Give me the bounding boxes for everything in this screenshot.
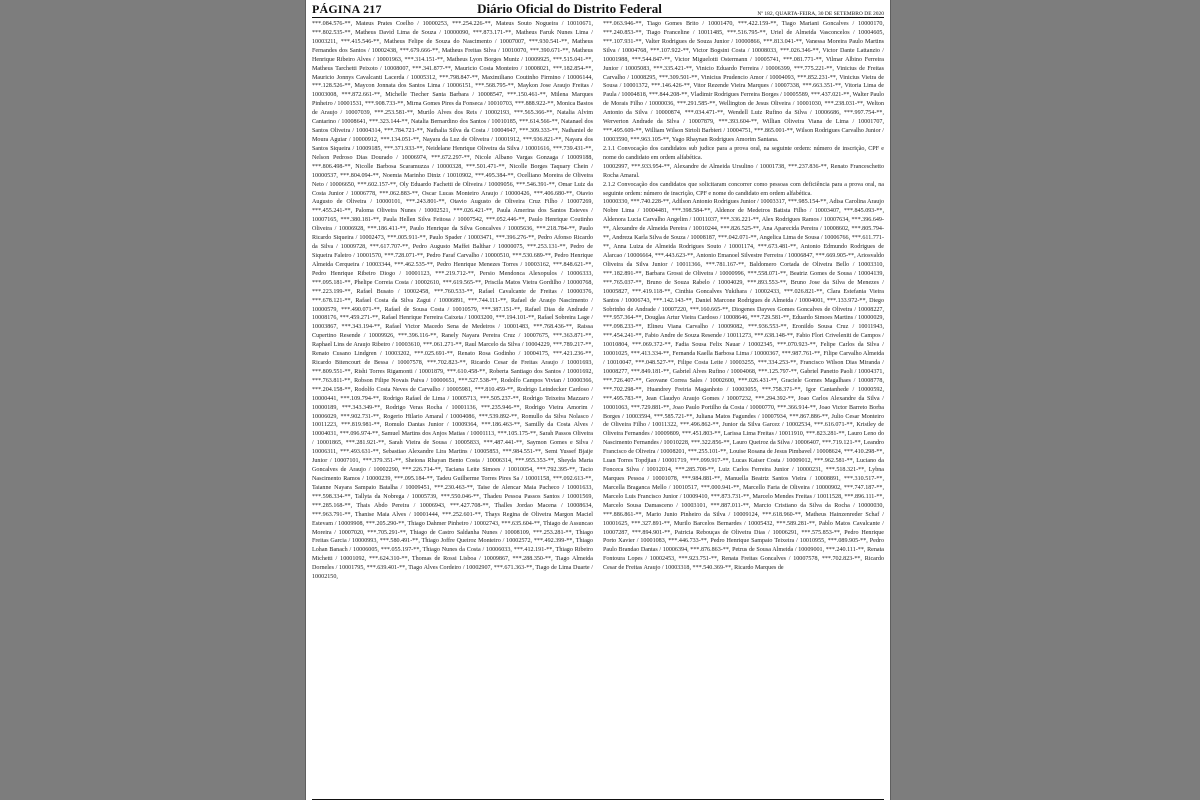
column-paragraph: ***.063.946-**, Tiago Gomes Brito / 10001470, ***.422.159-**, Tiago Mariani Goncalves / 10000170, ***.240.853-**, Tiago Franceline / 10011485, ***.516.795-**, Uriel de Almeida Vasconcelos / 10004605, ***.107.931-**, Valter Rodrigues de Souza Junior / 10000866, ***.813.041-**, Vanessa Moreira Paulo Martins Silva / 10004768, ***.107.922-**, Victor Bogsini Costa / 10008033, ***.026.346-**, Victor Dante Lattanzio / 10001988, ***.544.847-**, Victor Miguelotti Ostermann / 10005741, ***.081.771-**, Vilmar Albino Ferreira Junior / 10005083, ***.335.421-**, Vinicio Eduardo Ferreira / 10006399, ***.775.221-**, Vinicius de Freitas Carvalho / 10008295, ***.309.501-**, Vinicius Prudencio Amor / 10004093, ***.852.231-**, Vinicius Vieira de Sousa / 10001372, ***.146.426-**, Vitor Rezende Vieira Marques / 10007338, ***.663.351-**, Vitoria Lima de Paula / 10004818, ***.844.208-**, Vladimir Rodrigues Ferreira Borges / 10005589, ***.437.021-**, Walter Paulo de Morais Filho / 10000036, ***.291.585-**, Wellington de Jesus Oliveira / 10001030, ***.238.031-**, Welton Antonio da Silva / 10000874, ***.034.471-**, Wendell Luiz Rufino da Silva / 10006686, ***.997.754-**, Werverton Andrade da Silva / 10007879, ***.393.604-**, Willian Oliveira Viana de Lima / 10001707, ***.495.609-**, William Wilson Sirtoli Barbieri / 10004751, ***.865.001-**, Wilson Rodrigues Carvalho Junior / 10003590, ***.963.105-**, Yago Rhaynan Rodrigues Amorim Santana. — [603, 21, 884, 143]
section-heading: 2.1.1 Convocação dos candidatos sub judice para a prova oral, na seguinte ordem: número de inscrição, CPF e nome do candidato em ordem alfabética. — [603, 145, 884, 161]
column-paragraph: ***.084.576-**, Mateus Prates Coelho / 10000253, ***.254.226-**, Mateus Souto Nogueira / 10010671, ***.802.535-**, Matheus David Lima de Souza / 10000090, ***.873.171-**, Matheus Faruk Nunes Lima / 10003211, ***.415.546-**, Matheus Felipe de Souza do Nascimento / 10007007, ***.930.541-**, Matheus Fernandes dos Santos / 10002438, ***.679.666-**, Matheus Freitas Silva / 10010070, ***.390.671-**, Matheus Henrique Ribeiro Alves / 10001963, ***.314.151-**, Matheus Lyon Borges Muniz / 10009925, ***.515.041-**, Matheus Tarchetti Peixoto / 10008007, ***.341.877-**, Mauricio Costa Monteiro / 10008021, ***.182.854-**, Mauricio Jonnys Cavalcanti Lacerda / 10005312, ***.798.847-**, Maximiliano Coutinho Firmino / 10006144, ***.128.526-**, Maycon Jonnata dos Santos Lima / 10006151, ***.568.795-**, Maykon Jose Araujo Freitas / 10003008, ***.872.661-**, Michelle Tiecher Santa Barbara / 10008547, ***.150.461-**, Milena Marques Pinheiro / 10001531, ***.908.733-**, Mirna Gomes Pires da Fonseca / 10010703, ***.888.922-**, Monica Bastos de Araujo / 10007039, ***.253.581-**, Murilo Alves dos Reis / 10002193, ***.565.366-**, Natalia Alvim Cantarino / 10008641, ***.323.144-**, Natalia Bernardino dos Santos / 10010185, ***.614.566-**, Natanael dos Santos Oliveira / 10004314, ***.784.721-**, Nathalia Silva da Costa / 10004947, ***.309.333-**, Nathaniel de Moura Aguiar / 10000912, ***.134.051-**, Nayara da Luz de Oliveira / 10001912, ***.936.821-**, Nayara dos Santos Siqueira / 10009185, ***.371.933-**, Neidelane Henrique Oliveira da Silva / 10001616, ***.739.431-**, Nelson Pedroso Dias Dourado / 10006974, ***.672.297-**, Nicole Albano Vargas Gonzaga / 10009188, ***.806.498-**, Nicolle Barbosa Scaramuzza / 10000328, ***.501.471-**, Nicolle Borges Taquary Chein / 10000537, ***.804.094-**, Noemia Marinho Diniz / 10010902, ***.495.384-**, Ocelliano Moreira de Oliveira Neto / 10006650, ***.602.157-**, Oly Eduardo Fachetti de Oliveira / 10009056, ***.546.391-**, Omar Luiz da Costa Junior / 10006778, ***.062.883-**, Oscar Lucas Monteiro Araujo / 10000426, ***.406.680-**, Otavio Augusto de Oliveira / 10000101, ***.243.801-**, Otavio Augusto de Oliveira Cruz Filho / 10007269, ***.455.241-**, Paloma Oliveira Nunes / 10002521, ***.026.421-**, Paula Amerina dos Santos Esteves / 10007165, ***.380.181-**, Paula Hellen Silva Feitosa / 10007542, ***.052.446-**, Paulo Henrique Coutinho Oliveira / 10006928, ***.186.411-**, Paulo Henrique da Silva Goncalves / 10005636, ***.218.784-**, Paulo Ricardo Siqueira / 10002473, ***.005.911-**, Paulo Spader / 10003471, ***.396.276-**, Pedro Afonso Ricardo da Silva / 10009728, ***.617.707-**, Pedro Augusto Maffei Balthar / 10000075, ***.253.131-**, Pedro de Siqueira Faleiro / 10001570, ***.728.071-**, Pedro Faraf Carvalho / 10000510, ***.530.689-**, Pedro Henrique Almeida Cerqueira / 10003344, ***.462.535-**, Pedro Henrique Menezes Torres / 10003162, ***.848.621-**, Pedro Henrique Ribeiro Diogo / 10001123, ***.219.712-**, Persio Mendonca Alexopulos / 10006333, ***.095.181-**, Phelipe Correia Costa / 10002610, ***.619.565-**, Priscila Matos Vieira Gordilho / 10000768, ***.223.199-**, Rafael Busato / 10002458, ***.760.533-**, Rafael Cavalcante de Freitas / 10000376, ***.678.121-**, Rafael Costa da Silva Zagui / 10006891, ***.744.111-**, Rafael de Araujo Nascimento / 10000579, ***.490.071-**, Rafael de Sousa Costa / 10010579, ***.387.151-**, Rafael Dias de Andrade / 10008176, ***.459.271-**, Rafael Henrique Ferreira Caixeta / 10003200, ***.194.101-**, Rafael Sobreira Lage / 10003867, ***.343.194-**, Rafael Victor Macedo Sena de Medeiros / 10001483, ***.768.436-**, Raissa Cupertino Resende / 10009926, ***.396.116-**, Ranely Nayara Pereira Cruz / 10007675, ***.363.871-**, Raphael Lins de Araujo Ribeiro / 10003610, ***.061.271-**, Raul Marcelo da Silva / 10004229, ***.789.217-**, Renato Cusano Lindgren / 10003202, ***.025.691-**, Renato Rosa Godinho / 10004175, ***.421.236-**, Ricardo Bitencourt de Bessa / 10007578, ***.702.823-**, Ricardo Cesar de Freitas Araujo / 10001693, ***.809.551-**, Rishi Torres Rigamonti / 10001879, ***.610.458-**, Roberta Santiago dos Santos / 10001692, ***.763.811-**, Robson Filipe Novais Paiva / 10000651, ***.527.538-**, Rodolfo Campos Vivian / 10000366, ***.204.158-**, Rodolfo Costa Neves de Carvalho / 10005981, ***.810.459-**, Rodrigo Leindecker Cardoso / 10000441, ***.109.794-**, Rodrigo Rafael de Lima / 10005713, ***.505.237-**, Rodrigo Teixeira Mazzaro / 10000189, ***.343.349-**, Rodrigo Veras Rocha / 10001136, ***.235.946-**, Rodrigo Vieira Amorim / 10006029, ***.902.731-**, Rogerio Hilario Amaral / 10004086, ***.539.892-**, Romullo da Silva Nolasco / 10011223, ***.819.981-**, Romulo Dantas Junior / 10009364, ***.186.463-**, Samilly da Costa Alves / 10004031, ***.096.974-**, Samuel Martins dos Anjos Matias / 10001113, ***.105.175-**, Sarah Passos Oliveira / 10001865, ***.281.921-**, Sarah Vieira de Sousa / 10005833, ***.487.441-**, Saymon Gomes e Silva / 10006311, ***.493.631-**, Sebastiao Alexandre Lira Martins / 10005853, ***.984.551-**, Semi Yussef Bjaije Junior / 10007101, ***.379.351-**, Sheiona Rhayan Bento Costa / 10006314, ***.955.353-**, Sheyda Maria Goncalves de Araujo / 10002290, ***.226.714-**, Taciana Leite Simoes / 10010054, ***.792.395-**, Tacio Nascimento Ramos / 10000239, ***.095.184-**, Tadeu Guilherme Torres Pires Sa / 10001158, ***.092.613-**, Taianne Nayara Sampaio Batalha / 10009451, ***.230.463-**, Taise de Alencar Maia Pacheco / 10001633, ***.598.334-**, Tallyta da Nobrega / 10005739, ***.550.046-**, Thadeu Pessoa Passos Santos / 10001569, ***.285.168-**, Thais Abdo Pereira / 10006943, ***.427.708-**, Thalles Jordao Macena / 10008634, ***.963.791-**, Thanise Maia Alves / 10001444, ***.252.601-**, Thays Regina de Oliveira Margon Maciel Estevam / 10009908, ***.205.290-**, Thiago Dahmer Pinheiro / 10002743, ***.635.604-**, Thiago de Assuncao Moreira / 10007020, ***.705.291-**, Thiago de Castro Saldanha Nunes / 10008109, ***.253.281-**, Thiago Freitas Garcia / 10000993, ***.580.491-**, Thiago Joffre Queiroz Monteiro / 10002572, ***.492.399-**, Thiago Lohan Banach / 10006005, ***.055.197-**, Thiago Nunes da Costa / 10006033, ***.412.191-**, Thiago Ribeiro Michetti / 10001092, ***.624.310-**, Thomas de Rossi Lisboa / 10009867, ***.288.350-**, Tiago Almeida Dorneles / 10001795, ***.639.401-**, Tiago Alves Cordeiro / 10002907, ***.671.363-**, Tiago de Lima Duarte / 10002150, — [312, 21, 593, 581]
page-header — [312, 2, 884, 18]
publication-title: Diário Oficial do Distrito Federal — [477, 1, 662, 16]
document-page — [306, 0, 890, 800]
section-heading: 2.1.2 Convocação dos candidatos que solicitaram concorrer como pessoas com deficiência para a prova oral, na seguinte ordem: número de inscrição, CPF e nome do candidato em ordem alfabética. — [603, 181, 884, 197]
edition-info: Nº 182, QUARTA-FEIRA, 30 DE SETEMBRO DE 2020 — [757, 11, 884, 17]
left-column — [312, 20, 593, 800]
page-number: PÁGINA 217 — [312, 2, 382, 16]
column-paragraph: 10002997, ***.933.954-**, Alexandre de Almeida Ursulino / 10001738, ***.237.836-**, Renato Franceschetto Rocha Amaral. — [603, 163, 884, 179]
column-paragraph: 10000330, ***.740.228-**, Adilson Antonio Rodrigues Junior / 10003317, ***.985.154-**, Adisa Carolina Araujo Nobre Lima / 10004481, ***.398.584-**, Aldenor de Medeiros Batista Filho / 10003407, ***.845.093-**, Aldenora Lucia Carvalho Angelim / 10011037, ***.336.221-**, Alex Rodrigues Ramos / 10007634, ***.396.649-**, Alexandre de Almeida Pereira / 10010244, ***.826.525-**, Ana Aparecida Pereira / 10008602, ***.805.794-**, Andreza Karla Silva de Souza / 10008187, ***.042.071-**, Angelica Lima de Sousa / 10006766, ***.611.771-**, Anna Luiza de Almeida Rodrigues Souto / 10001174, ***.673.481-**, Antonio Edmundo Rodrigues de Alarcao / 10006664, ***.443.623-**, Antonio Emanoel Silvestre Ferreira / 10006847, ***.669.905-**, Ariosvaldo Oliveira da Silva Junior / 10011366, ***.781.167-**, Baldomero Cortada de Oliveira Bello / 10003310, ***.182.891-**, Barbara Grossi de Oliveira / 10000996, ***.558.071-**, Beatriz Gomes de Sousa / 10004139, ***.765.037-**, Bruno de Souza Rabelo / 10004029, ***.893.553-**, Bruno Jose da Silva de Menezes / 10005827, ***.419.118-**, Cinthia Goncalves Yukihara / 10002433, ***.026.821-**, Clara Estefania Vieira Santos / 10006743, ***.142.143-**, Daniel Marcone Rodrigues de Almeida / 10004001, ***.133.972-**, Diego Sobrinho de Andrade / 10007220, ***.160.665-**, Diogenes Dayves Gomes Goncalves de Oliveira / 10008227, ***.957.364-**, Douglas Artur Vieira Cardoso / 10008646, ***.729.581-**, Eduardo Simoes Martins / 10000029, ***.098.233-**, Elineu Viana Carvalho / 10009082, ***.936.553-**, Eronildo Sousa Cruz / 10011943, ***.454.241-**, Fabio Andre de Souza Resende / 10011273, ***.638.148-**, Fabio Flori Criveleniti de Campos / 10010804, ***.069.372-**, Fadia Sousa Felix Nauar / 10002345, ***.070.923-**, Felipe Carlos da Silva / 10001025, ***.413.334-**, Fernanda Kaella Barbosa Lima / 10000367, ***.987.761-**, Filipe Carvalho Almeida / 10010047, ***.048.527-**, Filipe Costa Leite / 10003255, ***.334.253-**, Francisco Wilson Dias Miranda / 10008277, ***.849.181-**, Gabriel Alves Rufino / 10004068, ***.125.797-**, Gabriel Panetto Paoli / 10004371, ***.726.407-**, Geovane Correa Sales / 10002600, ***.026.431-**, Graciele Gomes Magalhaes / 10008778, ***.702.298-**, Huandrey Freiria Maganhoto / 10003055, ***.758.371-**, Igor Cantanhede / 10000592, ***.495.783-**, Jean Claudyo Araujo Gomes / 10007232, ***.294.392-**, Joao Carlos Alexandre da Silva / 10001063, ***.729.881-**, Joao Paulo Portilho da Costa / 10000770, ***.366.914-**, Joao Victor Barreto Borba Borges / 10003594, ***.585.721-**, Juliana Matos Fagundes / 10007934, ***.867.886-**, Julio Cesar Monteiro de Oliveira Filho / 10011322, ***.496.862-**, Junior da Silva Garcez / 10002534, ***.616.071-**, Kristley de Oliveira Fernandes / 10009809, ***.451.803-**, Larissa Lima Freitas / 10011910, ***.823.281-**, Lauro Leno do Nascimento Fernandes / 10010228, ***.322.856-**, Lauro Queiroz da Silva / 10006407, ***.719.121-**, Leandro Francisco de Oliveira / 10008201, ***.255.101-**, Louise Rosana de Jesus Pimbavel / 10008624, ***.410.298-**, Luan Torres Topdjian / 10001719, ***.099.917-**, Lucas Kaiser Costa / 10009012, ***.962.581-**, Luciano da Fonceca Silva / 10012014, ***.285.708-**, Luiz Carlos Ferreira Junior / 10000231, ***.518.321-**, Lybna Marques Pessoa / 10001078, ***.984.881-**, Manuella Beatriz Santos Vieira / 10008891, ***.310.517-**, Marcella Braganca Mello / 10010517, ***.000.941-**, Marcello Faria de Oliveira / 10000902, ***.747.187-**, Marcelo Luis Francisco Junior / 10009410, ***.873.731-**, Marcelo Mendes Freitas / 10011528, ***.896.111-**, Marcelo Sousa Damasceno / 10003101, ***.887.011-**, Marcio Cristiano da Silva da Rocha / 10000030, ***.886.861-**, Mario Junio Pinheiro da Silva / 10009124, ***.618.960-**, Matheus Hainzenreder Schaf / 10001625, ***.327.891-**, Murilo Barcelos Bernardes / 10005432, ***.589.281-**, Pablo Matos Cavalcante / 10007287, ***.894.901-**, Patricia Rebouças de Oliveira Dias / 10006291, ***.575.853-**, Pedro Henrique Porto Xavier / 10001083, ***.446.733-**, Pedro Henrique Sampaio Teixeira / 10010955, ***.089.905-**, Pedro Paulo Brandao Dantas / 10006394, ***.876.863-**, Petrus de Sousa Almeida / 10009001, ***.240.111-**, Renata Fontoura Lopes / 10002453, ***.923.751-**, Renata Freitas Goncalves / 10007578, ***.702.823-**, Ricardo Cesar de Freitas Araujo / 10003318, ***.540.369-**, Ricardo Marques de — [603, 199, 884, 572]
text-columns — [312, 20, 884, 800]
right-column — [603, 20, 884, 800]
